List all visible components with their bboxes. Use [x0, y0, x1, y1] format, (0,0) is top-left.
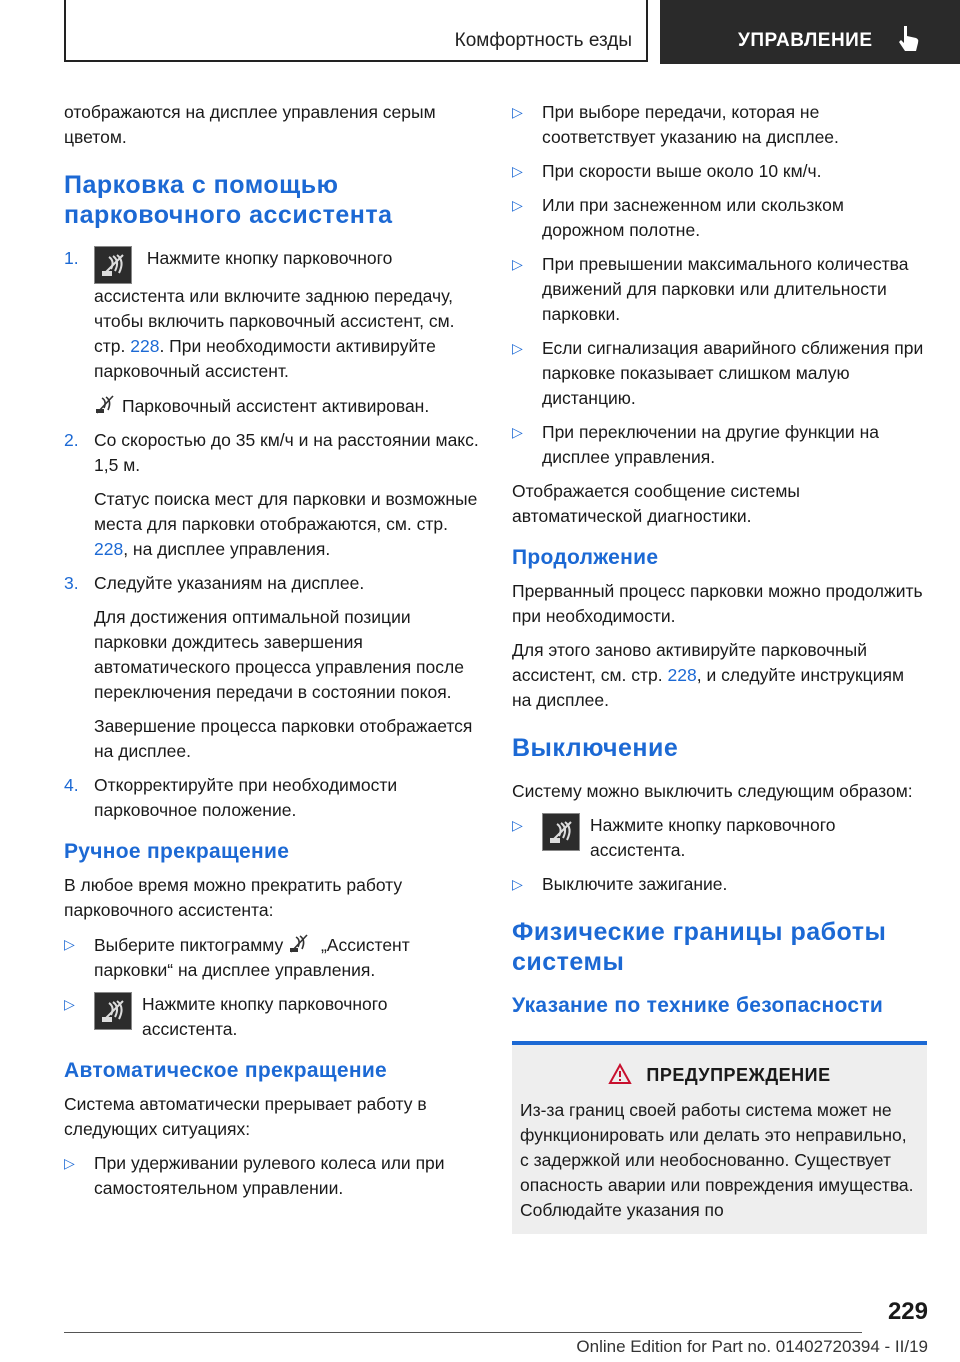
heading-system-limits: Физические границы работы системы	[512, 918, 887, 976]
bullet-triangle-icon: ▷	[512, 197, 523, 213]
step-number: 3.	[64, 573, 79, 593]
step-3: 3. Следуйте указаниям на дисплее.	[64, 571, 479, 596]
warning-text: Из-за границ своей работы система может не функционировать или делать это неправильно, с задержкой или необоснованно. Существует опасность аварии или повреждения имущества. Соблюдайте указания по	[520, 1100, 914, 1220]
bullet-triangle-icon: ▷	[512, 256, 523, 272]
step-number: 4.	[64, 775, 79, 795]
warning-title: ПРЕДУПРЕЖДЕНИЕ	[520, 1063, 919, 1088]
bullet-item: ▷ При выборе передачи, которая не соответствует указанию на дисплее.	[512, 102, 839, 147]
parking-assist-pictogram-icon	[94, 393, 116, 415]
warning-triangle-icon	[608, 1063, 632, 1085]
continue-text-1: Прерванный процесс парковки можно продолжить при необходимости.	[512, 581, 923, 626]
intro-text: отображаются на дисплее управления серым цветом.	[64, 102, 436, 147]
page-header	[64, 0, 960, 64]
bullet-triangle-icon: ▷	[512, 104, 523, 120]
parking-assist-pictogram-icon	[288, 932, 310, 954]
bullet-triangle-icon: ▷	[64, 1155, 75, 1171]
step-4: 4. Откорректируйте при необходимости парковочное положение.	[64, 775, 398, 820]
step-3-note-1: Для достижения оптимальной позиции парковки дождитесь завершения автоматического процесса управления после переключения передачи в состоянии покоя.	[94, 607, 464, 702]
continue-text-2: Для этого заново активируйте парковочный ассистент, см. стр. 228, и следуйте инструкциям на дисплее.	[512, 640, 904, 710]
bullet-item: ▷ Нажмите кнопку парковочного ассистента.	[64, 994, 388, 1039]
page-link[interactable]: 228	[667, 665, 697, 685]
step-number: 1.	[64, 248, 79, 268]
heading-manual-stop: Ручное прекращение	[64, 840, 290, 863]
heading-parking-assist: Парковка с помощью парковочного ассистента	[64, 171, 393, 229]
step-1: 1. Нажмите кнопку парковочного ассистента или включите заднюю передачу, чтобы включить парковочный ассистент, см. стр. 228. При необходимости активируйте парковочный ассистент.	[64, 248, 455, 381]
chapter-title: УПРАВЛЕНИЕ	[738, 30, 873, 51]
step-2-note: Статус поиска мест для парковки и возможные места для парковки отображаются, см. стр. 228, на дисплее управления.	[94, 489, 478, 559]
heading-switch-off: Выключение	[512, 734, 679, 762]
bullet-triangle-icon: ▷	[512, 424, 523, 440]
switch-off-text: Систему можно выключить следующим образом:	[512, 781, 913, 801]
parking-assist-button-icon	[542, 813, 580, 851]
page-link[interactable]: 228	[94, 539, 124, 559]
bullet-item: ▷ При удерживании рулевого колеса или при самостоятельном управлении.	[64, 1153, 445, 1198]
hand-pointer-icon	[896, 24, 922, 54]
bullet-triangle-icon: ▷	[512, 876, 523, 892]
step-3-note-2: Завершение процесса парковки отображается на дисплее.	[94, 716, 473, 761]
bullet-item: ▷ При превышении максимального количества движений для парковки или длительности парковки.	[512, 254, 909, 324]
page-number: 229	[887, 1298, 928, 1325]
footer-edition: Online Edition for Part no. 01402720394 - II/19	[576, 1337, 928, 1356]
heading-auto-stop: Автоматическое прекращение	[64, 1059, 388, 1082]
bullet-item: ▷ Выключите зажигание.	[512, 872, 927, 897]
right-column	[512, 100, 927, 1234]
step-1-note: Парковочный ассистент активирован.	[64, 393, 479, 419]
bullet-item: ▷ Нажмите кнопку парковочного ассистента.	[512, 815, 836, 860]
footer-divider	[64, 1332, 862, 1333]
parking-assist-button-icon	[94, 246, 132, 284]
parking-assist-button-icon	[94, 992, 132, 1030]
bullet-triangle-icon: ▷	[512, 340, 523, 356]
left-column	[64, 100, 479, 1210]
diagnostic-message-text: Отображается сообщение системы автоматической диагностики.	[512, 481, 800, 526]
heading-continue: Продолжение	[512, 546, 659, 569]
bullet-item: ▷ Если сигнализация аварийного сближения при парковке показывает слишком малую дистанцию.	[512, 338, 924, 408]
bullet-triangle-icon: ▷	[512, 163, 523, 179]
heading-safety-note: Указание по технике безопасности	[512, 994, 884, 1017]
manual-stop-text: В любое время можно прекратить работу парковочного ассистента:	[64, 875, 403, 920]
auto-stop-text: Система автоматически прерывает работу в следующих ситуациях:	[64, 1094, 427, 1139]
bullet-triangle-icon: ▷	[64, 936, 75, 952]
bullet-item: ▷ При переключении на другие функции на дисплее управления.	[512, 422, 879, 467]
page-link[interactable]: 228	[130, 336, 160, 356]
bullet-triangle-icon: ▷	[512, 817, 523, 833]
step-2: 2. Со скоростью до 35 км/ч и на расстоянии макс. 1,5 м.	[64, 430, 479, 475]
bullet-item: ▷ Выберите пиктограмму „Ассистент парковки“ на дисплее управления.	[64, 932, 479, 983]
step-number: 2.	[64, 430, 79, 450]
warning-box	[512, 1041, 927, 1234]
bullet-item: ▷ Или при заснеженном или скользком дорожном полотне.	[512, 195, 844, 240]
bullet-triangle-icon: ▷	[64, 996, 75, 1012]
bullet-item: ▷ При скорости выше около 10 км/ч.	[512, 159, 927, 184]
chapter-tab	[660, 0, 960, 64]
section-tab	[64, 0, 648, 62]
section-title: Комфортность езды	[454, 30, 632, 51]
